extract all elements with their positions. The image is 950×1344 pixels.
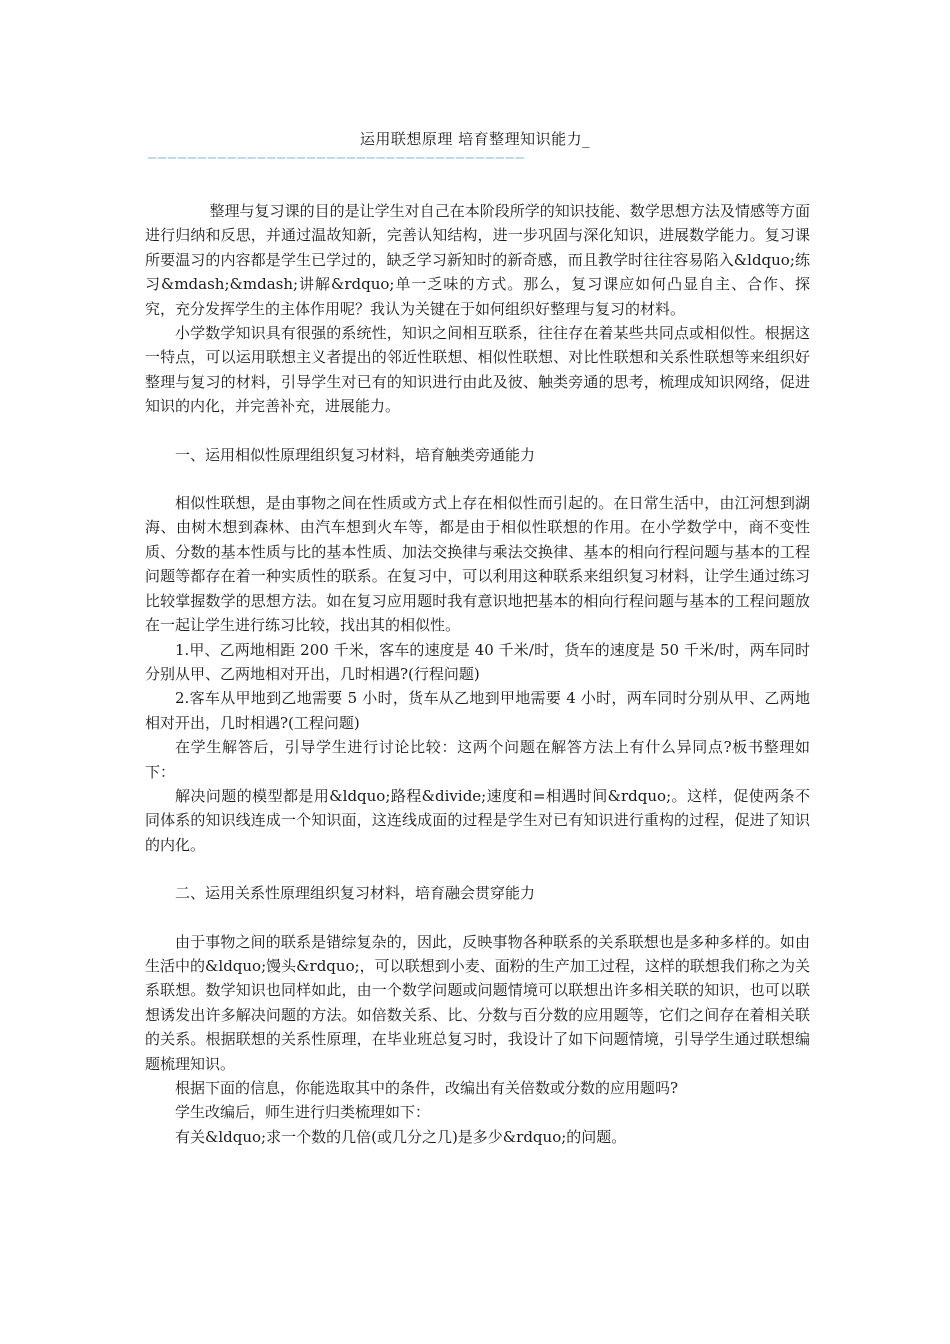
paragraph-summary: 学生改编后，师生进行归类梳理如下： [175,1103,431,1122]
paragraph-model: 解决问题的模型都是用&ldquo;路程&divide;速度和=相遇时间&rdquo;。这样，促使两条不同体系的知识线连成一个知识面，这连线成面的过程是学生对已有知识进行重构的过程，促进了知识的内化。 [145,786,810,854]
paragraph-relation: 由于事物之间的联系是错综复杂的，因此，反映事物各种联系的关系联想也是多种多样的。如由生活中的&ldquo;馒头&rdquo;，可以联想到小麦、面粉的生产加工过程，这样的联想我们称之为关系联想。数学知识也同样如此，由一个数学问题或问题情境可以联想出许多相关联的知识，也可以联想诱发出许多解决问题的方法。如倍数关系、比、分数与百分数的应用题等，它们之间存在着相关联的关系。根据联想的关系性原理，在毕业班总复习时，我设计了如下问题情境，引导学生通过联想编题梳理知识。 [145,932,810,1073]
paragraph-intro: 整理与复习课的目的是让学生对自己在本阶段所学的知识技能、数学思想方法及情感等方面进行归纳和反思，并通过温故知新，完善认知结构，进一步巩固与深化知识，进展数学能力。复习课所要温习的内容都是学生已学过的，缺乏学习新知时的新奇感，而且教学时往往容易陷入&ldquo;练习&mdash;&mdash;讲解&rdquo;单一乏味的方式。那么，复习课应如何凸显自主、合作、探究，充分发挥学生的主体作用呢？我认为关键在于如何组织好整理与复习的材料。 [145,202,810,318]
problem-1: 1.甲、乙两地相距 200 千米，客车的速度是 40 千米/时，货车的速度是 50 千米/时，两车同时分别从甲、乙两地相对开出，几时相遇?(行程问题) [145,640,810,683]
paragraph-question: 根据下面的信息，你能选取其中的条件，改编出有关倍数或分数的应用题吗? [175,1079,679,1097]
document-title: 运用联想原理 培育整理知识能力_ [359,130,591,148]
title-divider: —————————————————————————————————————— [148,150,526,166]
paragraph-category: 有关&ldquo;求一个数的几倍(或几分之几)是多少&rdquo;的问题。 [175,1127,627,1146]
paragraph-similarity: 相似性联想，是由事物之间在性质或方式上存在相似性而引起的。在日常生活中，由江河想到湖海、由树木想到森林、由汽车想到火车等，都是由于相似性联想的作用。在小学数学中，商不变性质、分数的基本性质与比的基本性质、加法交换律与乘法交换律、基本的相向行程问题与基本的工程问题等都存在着一种实质性的联系。在复习中，可以利用这种联系来组织复习材料，让学生通过练习比较掌握数学的思想方法。如在复习应用题时我有意识地把基本的相向行程问题与基本的工程问题放在一起让学生进行练习比较，找出其的相似性。 [145,494,810,635]
section-heading-2: 二、运用关系性原理组织复习材料，培育融会贯穿能力 [175,884,536,903]
section-heading-1: 一、运用相似性原理组织复习材料，培育触类旁通能力 [175,445,536,464]
problem-2: 2.客车从甲地到乙地需要 5 小时，货车从乙地到甲地需要 4 小时，两车同时分别从甲、乙两地相对开出，几时相遇?(工程问题) [145,689,810,732]
paragraph-system: 小学数学知识具有很强的系统性，知识之间相互联系，往往存在着某些共同点或相似性。根据这一特点，可以运用联想主义者提出的邻近性联想、相似性联想、对比性联想和关系性联想等来组织好整理与复习的材料，引导学生对已有的知识进行由此及彼、触类旁通的思考，梳理成知识网络，促进知识的内化，并完善补充，进展能力。 [145,324,810,416]
document-body [145,199,810,1149]
paragraph-discussion: 在学生解答后，引导学生进行讨论比较：这两个问题在解答方法上有什么异同点?板书整理如下： [145,738,810,781]
